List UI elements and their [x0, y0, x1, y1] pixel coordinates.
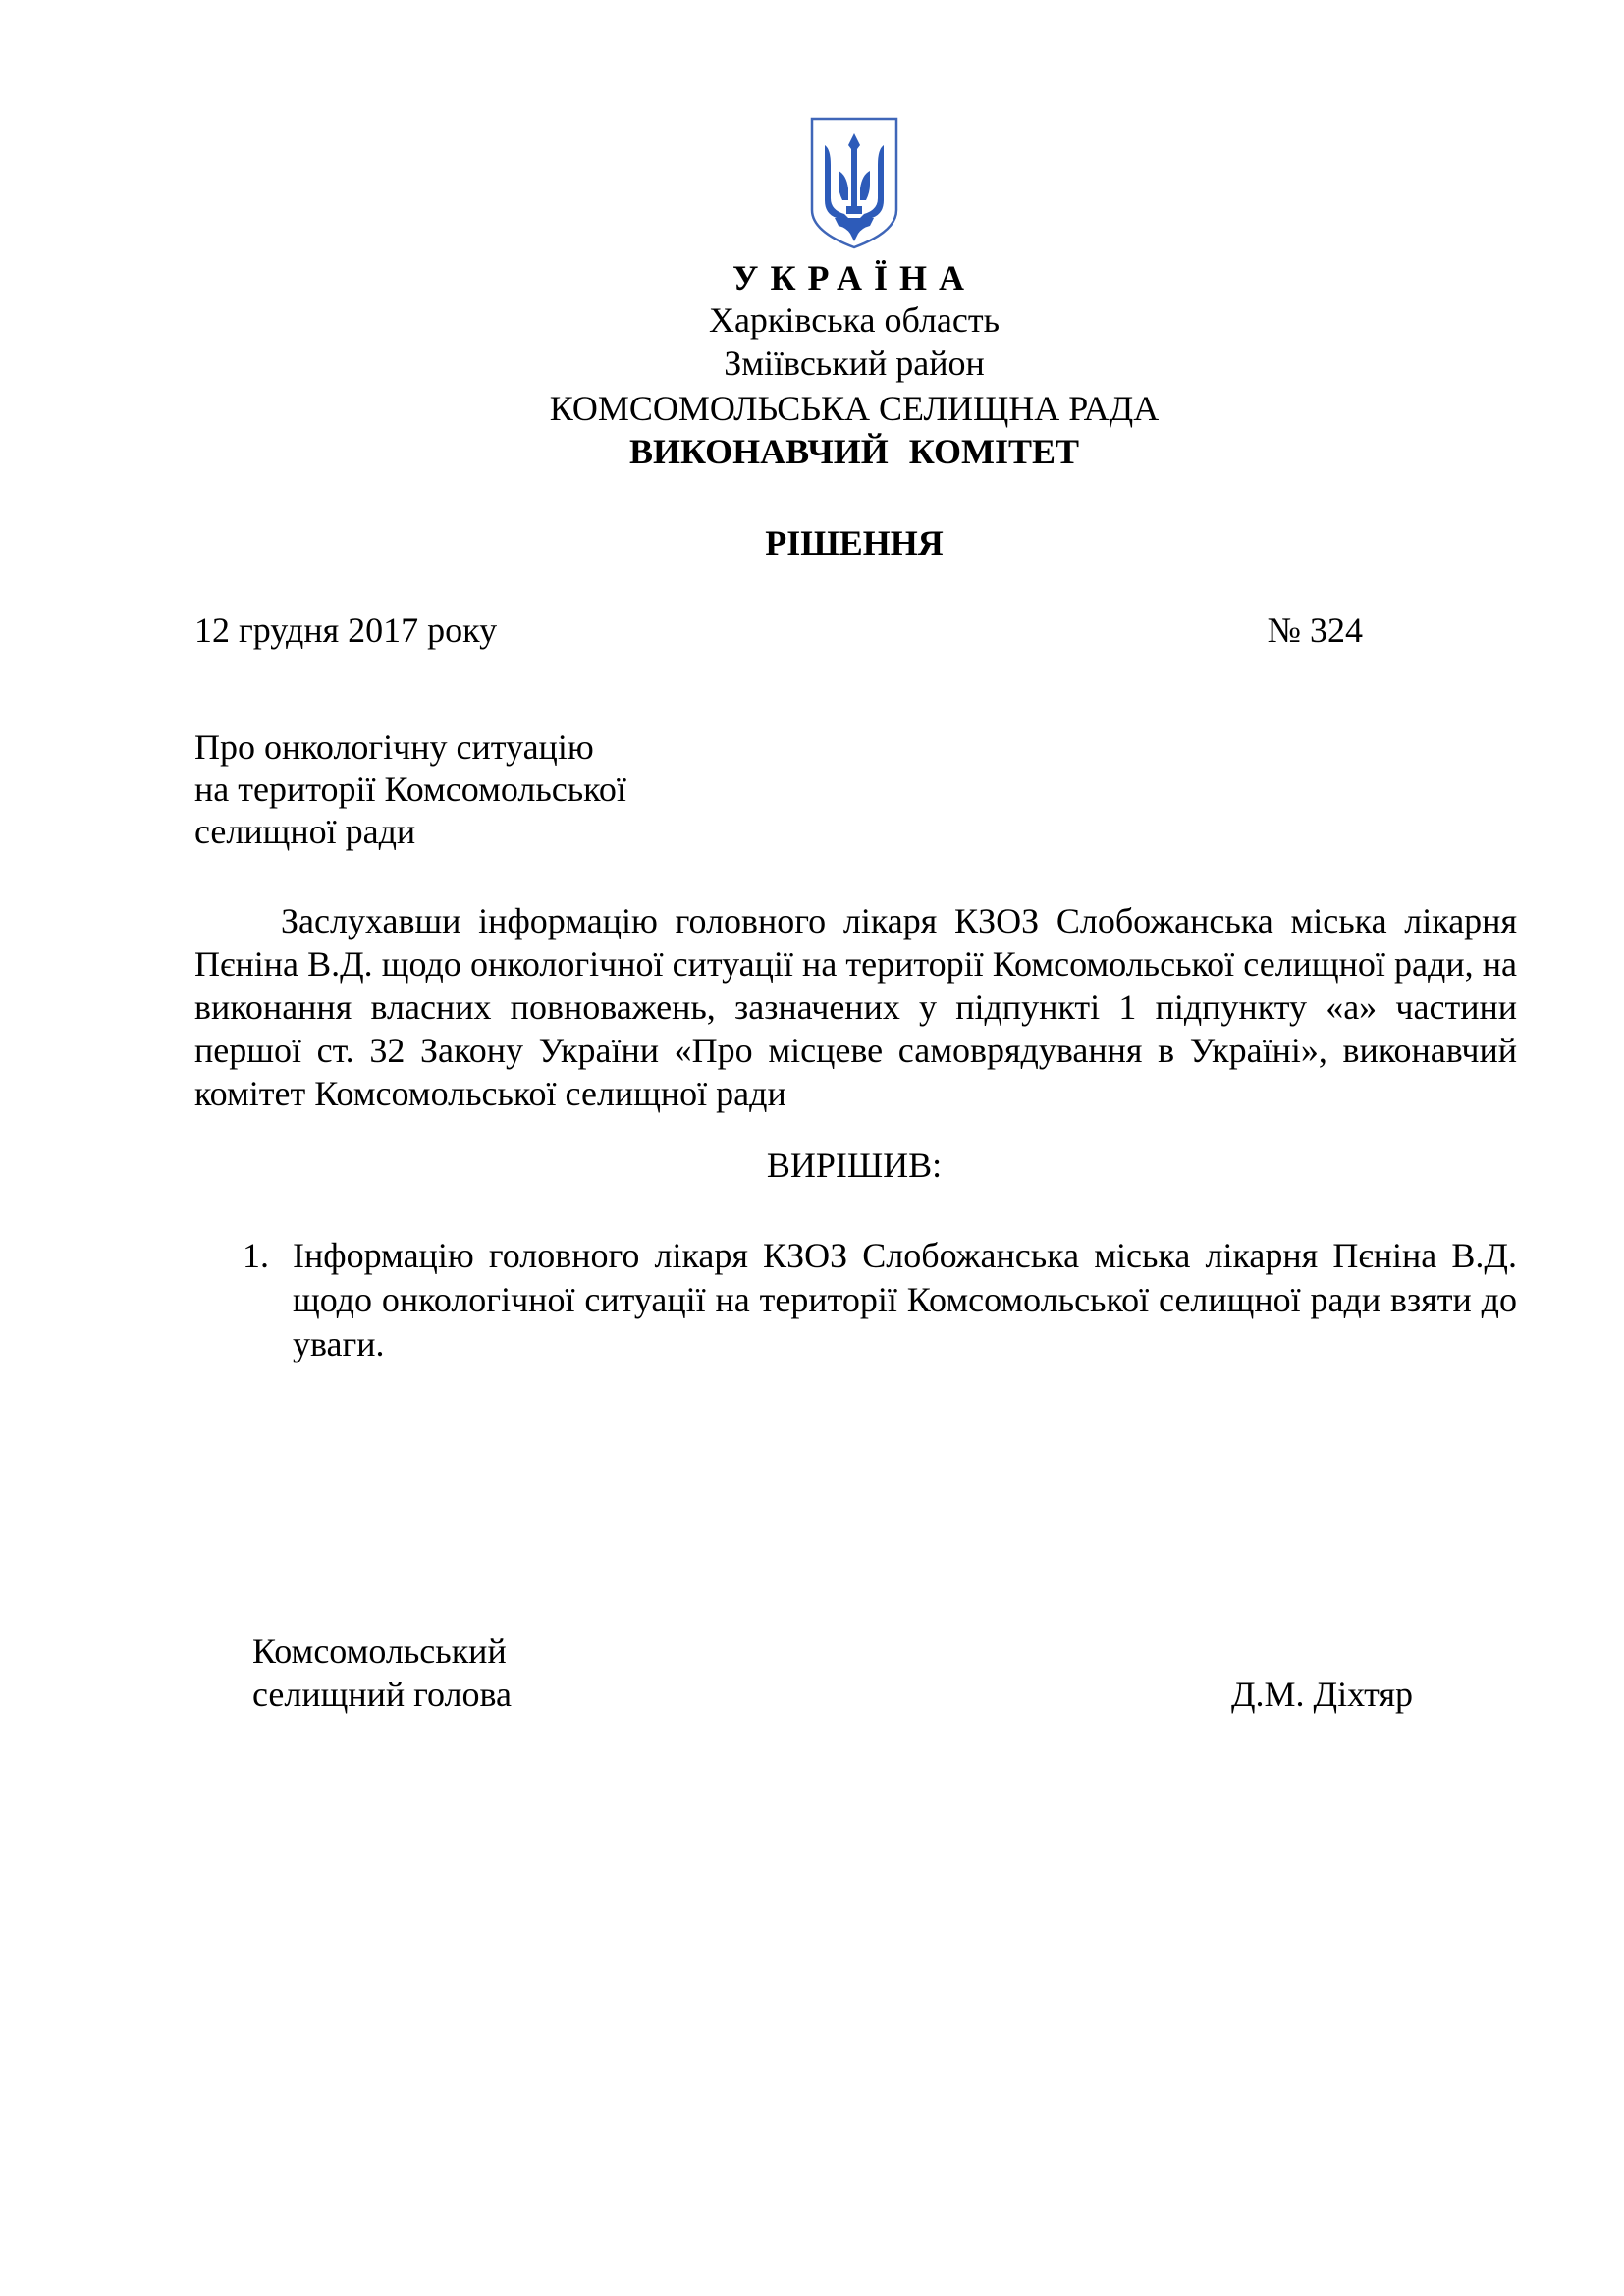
decision-list [243, 1234, 1517, 1366]
signer-name: Д.М. Діхтяр [1230, 1675, 1413, 1714]
district-name: Зміївський район [724, 344, 985, 383]
decision-item [243, 1234, 1517, 1366]
signature-block [252, 1629, 1413, 1716]
subject-line: Про онкологічну ситуацію [194, 727, 594, 767]
document-subject [194, 726, 626, 853]
document-type-title: РІШЕННЯ [765, 523, 944, 562]
subject-line: на території Комсомольської [194, 770, 626, 809]
ukraine-trident-icon [809, 116, 899, 250]
committee-name: ВИКОНАВЧИЙ КОМІТЕТ [628, 432, 1080, 471]
document-number: № 324 [1267, 611, 1363, 650]
subject-line: селищної ради [194, 812, 416, 851]
country-name: УКРАЇНА [732, 258, 976, 297]
council-name: КОМСОМОЛЬСЬКА СЕЛИЩНА РАДА [549, 389, 1160, 428]
preamble-paragraph: Заслухавши інформацію головного лікаря КЗОЗ Слобожанська міська лікарня Пєніна В.Д. щодо онкологічної ситуації на території Комсомольської селищної ради, на виконання власних повноважень, зазначених у підпункті 1 підпункту «а» частини першої ст. 32 Закону України «Про місцеве самоврядування в Україні», виконавчий комітет Комсомольської селищної ради [194, 901, 1517, 1113]
decision-number: 1. [243, 1236, 269, 1275]
decision-text: Інформацію головного лікаря КЗОЗ Слобожанська міська лікарня Пєніна В.Д. щодо онкологічної ситуації на території Комсомольської селищної ради взяти до уваги. [293, 1236, 1517, 1363]
signer-position-line: селищний голова [252, 1675, 513, 1714]
document-date: 12 грудня 2017 року [194, 611, 498, 650]
resolved-heading: ВИРІШИВ: [766, 1146, 943, 1185]
signer-position-line: Комсомольський [252, 1631, 507, 1671]
region-name: Харківська область [708, 300, 1001, 340]
